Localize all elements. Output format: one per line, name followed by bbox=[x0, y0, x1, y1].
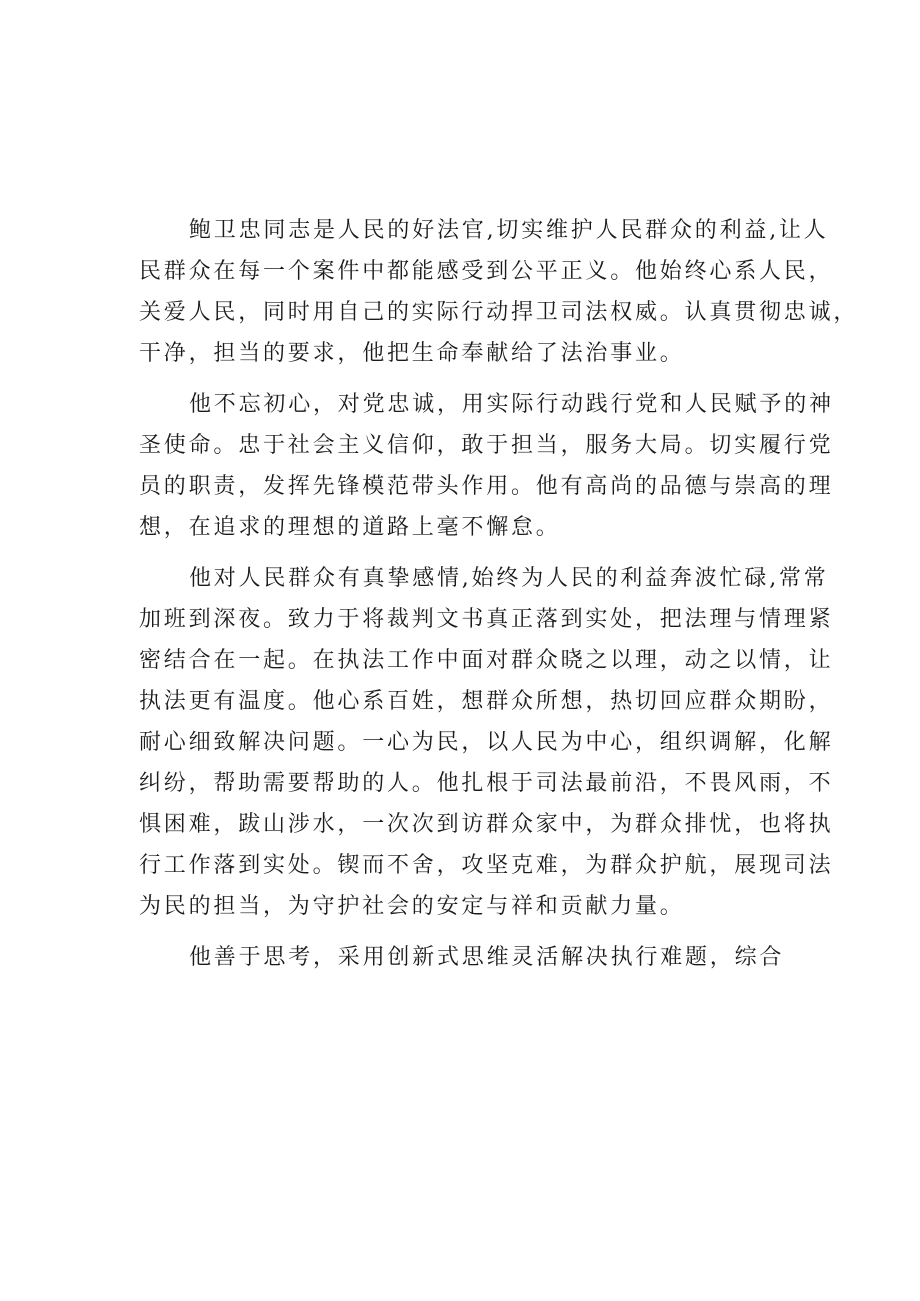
paragraph-line: 他不忘初心，对党忠诚，用实际行动践行党和人民赋予的神 bbox=[189, 392, 834, 417]
paragraph-line: 他对人民群众有真挚感情,始终为人民的利益奔波忙碌,常常 bbox=[189, 566, 829, 591]
paragraph-1 bbox=[139, 210, 859, 374]
paragraph-line: 纠纷，帮助需要帮助的人。他扎根于司法最前沿，不畏风雨，不 bbox=[139, 771, 834, 796]
paragraph-line: 惧困难，跋山涉水，一次次到访群众家中，为群众排忧，也将执 bbox=[139, 812, 834, 837]
paragraph-2 bbox=[139, 384, 834, 548]
paragraph-line: 执法更有温度。他心系百姓，想群众所想，热切回应群众期盼， bbox=[139, 689, 834, 714]
paragraph-line: 想，在追求的理想的道路上毫不懈怠。 bbox=[139, 515, 561, 540]
paragraph-line: 民群众在每一个案件中都能感受到公平正义。他始终心系人民， bbox=[139, 259, 834, 284]
paragraph-line: 密结合在一起。在执法工作中面对群众晓之以理，动之以情，让 bbox=[139, 648, 834, 673]
paragraph-4 bbox=[139, 937, 799, 978]
paragraph-line: 加班到深夜。致力于将裁判文书真正落到实处，把法理与情理紧 bbox=[139, 607, 834, 632]
paragraph-line: 鲍卫忠同志是人民的好法官,切实维护人民群众的利益,让人 bbox=[189, 218, 829, 243]
paragraph-line: 关爱人民，同时用自己的实际行动捍卫司法权威。认真贯彻忠诚， bbox=[139, 300, 859, 325]
paragraph-3 bbox=[139, 558, 834, 927]
paragraph-line: 干净，担当的要求，他把生命奉献给了法治事业。 bbox=[139, 341, 685, 366]
paragraph-line: 他善于思考，采用创新式思维灵活解决执行难题，综合 bbox=[189, 945, 785, 970]
paragraph-line: 圣使命。忠于社会主义信仰，敢于担当，服务大局。切实履行党 bbox=[139, 433, 834, 458]
paragraph-line: 行工作落到实处。锲而不舍，攻坚克难，为群众护航，展现司法 bbox=[139, 853, 834, 878]
document-body bbox=[139, 210, 859, 988]
paragraph-line: 耐心细致解决问题。一心为民，以人民为中心，组织调解，化解 bbox=[139, 730, 834, 755]
paragraph-line: 员的职责，发挥先锋模范带头作用。他有高尚的品德与崇高的理 bbox=[139, 474, 834, 499]
paragraph-line: 为民的担当，为守护社会的安定与祥和贡献力量。 bbox=[139, 894, 685, 919]
